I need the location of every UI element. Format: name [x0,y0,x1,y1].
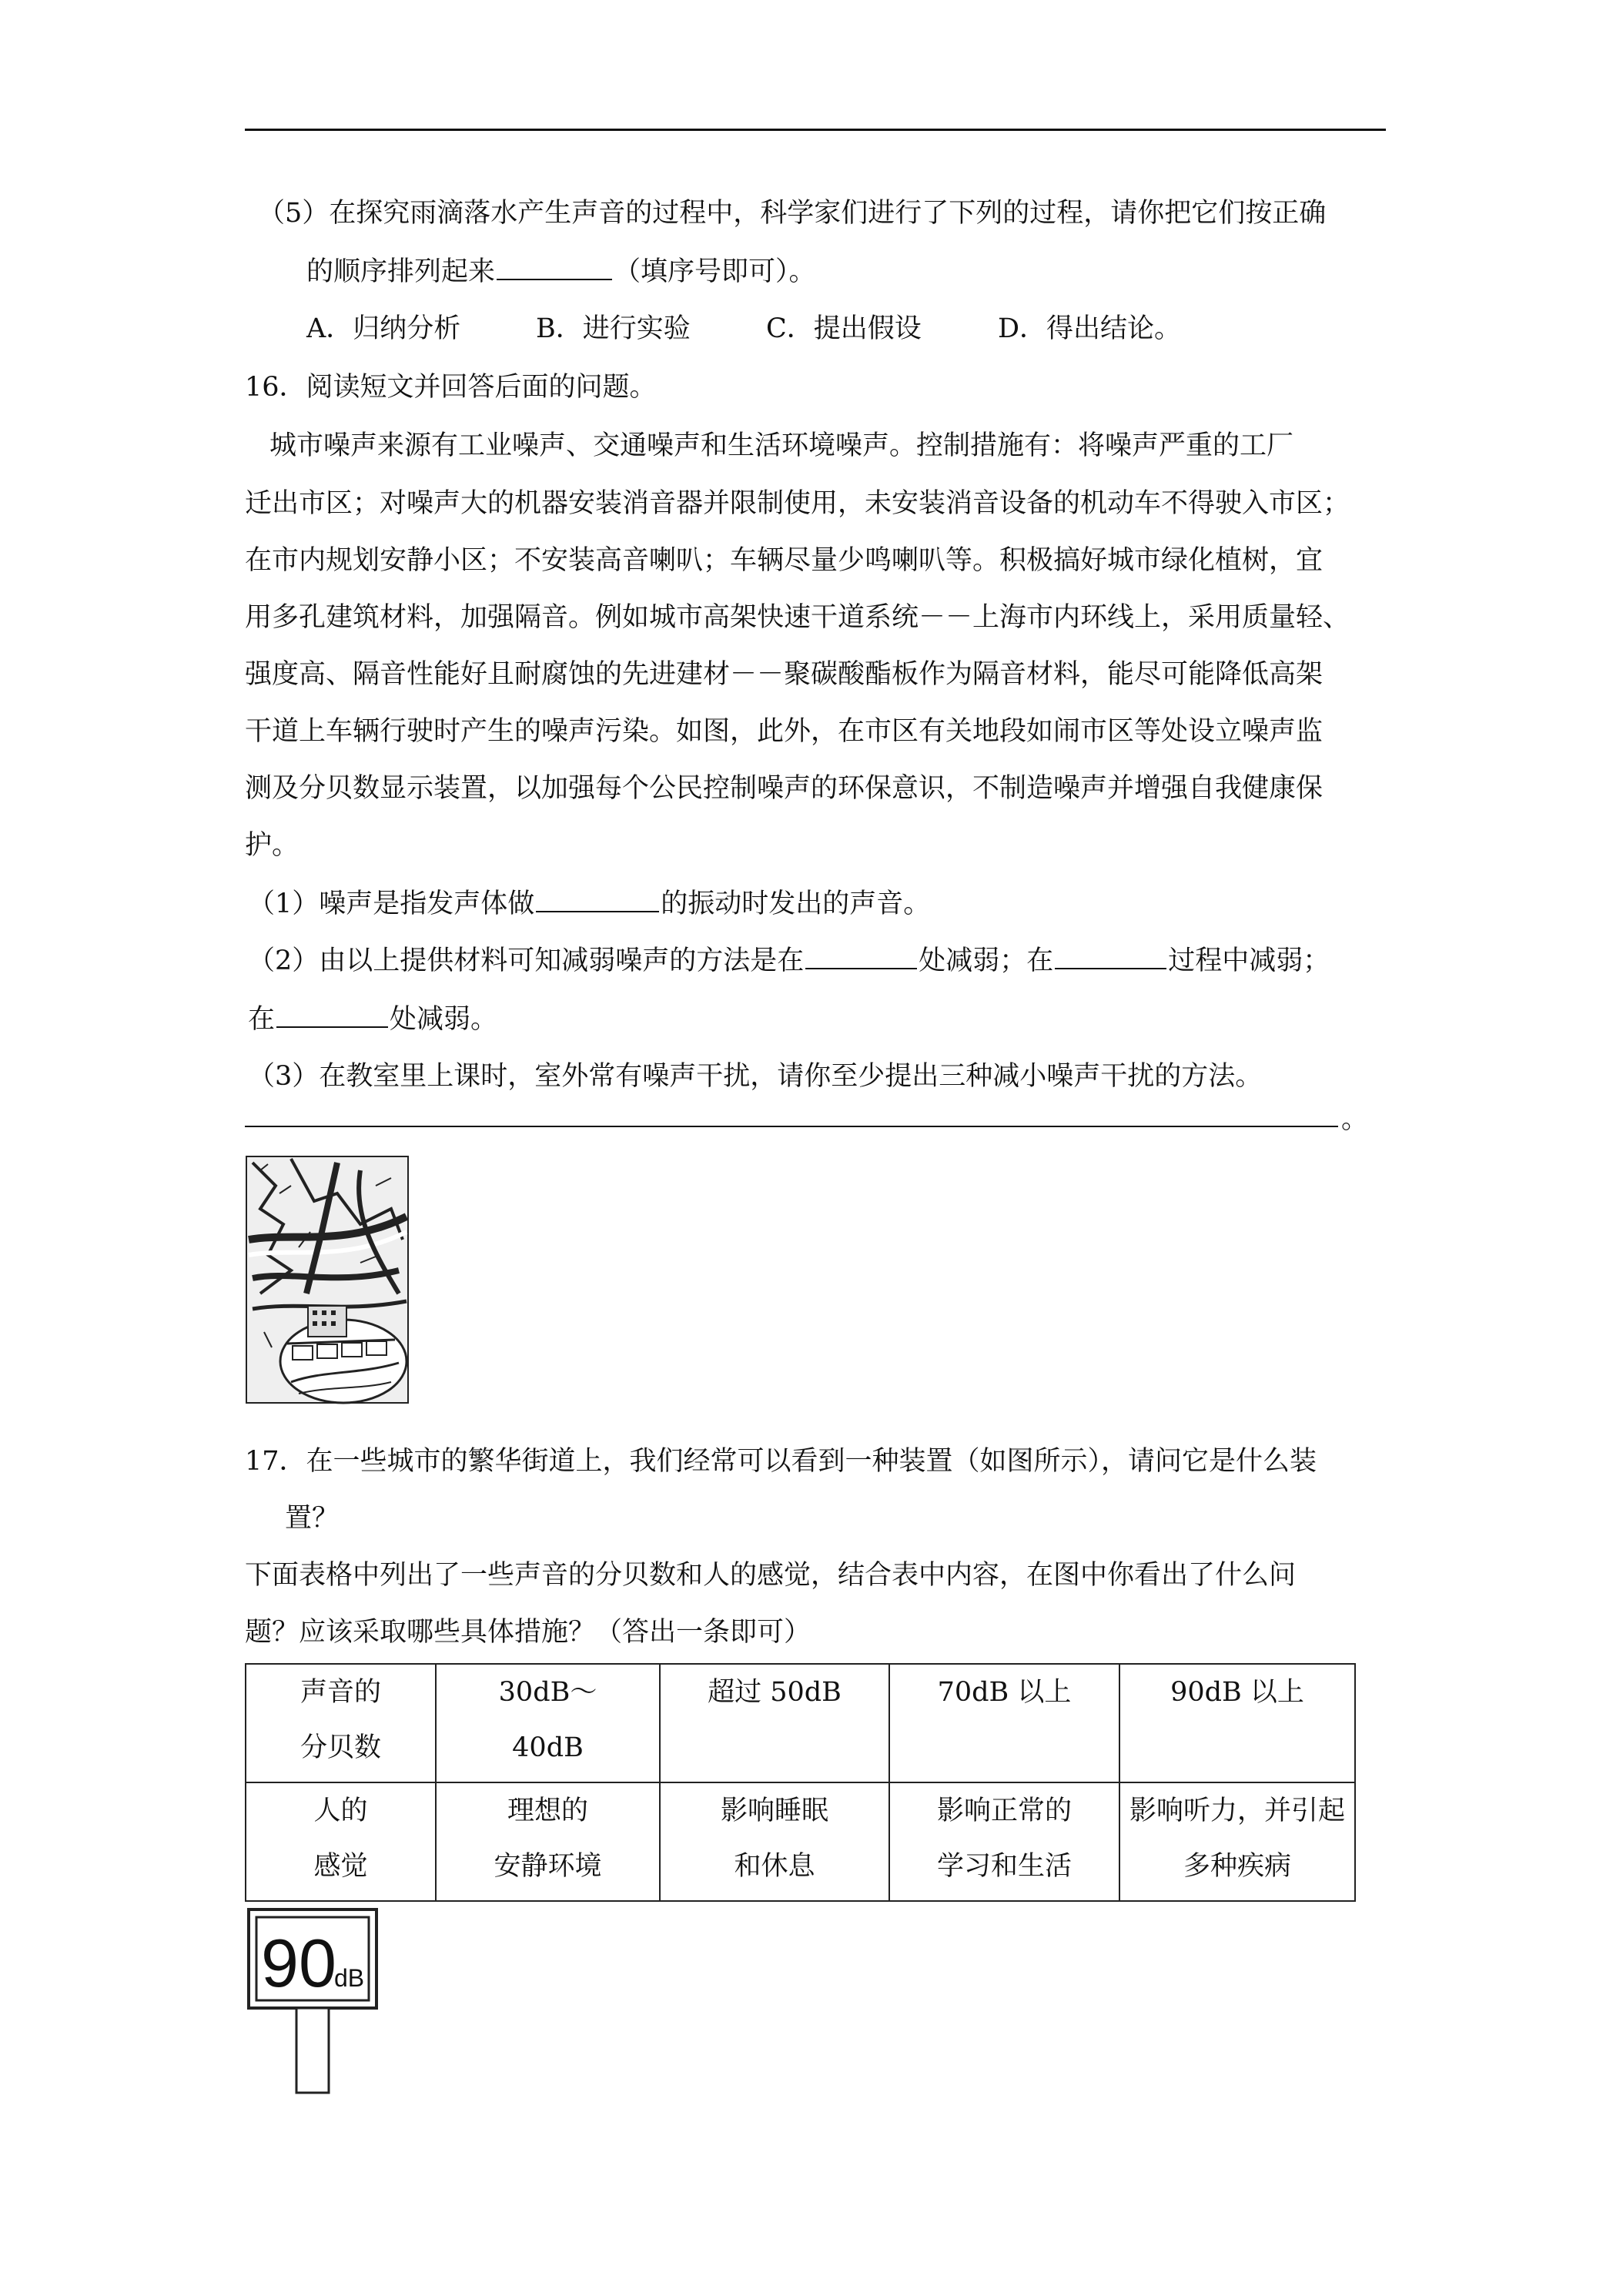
q17-line2: 置？ [285,1503,340,1534]
q16-passage-line: 干道上车辆行驶时产生的噪声污染。如图，此外，在市区有关地段如闹市区等处设立噪声监 [245,716,1323,747]
q15-5-text: 的顺序排列起来 [306,256,496,287]
q16-passage-line: 护。 [245,830,300,861]
q15-5-line2 [306,255,816,289]
answer-blank[interactable] [1055,945,1166,969]
sign-value: 90 [261,1925,336,2001]
table-cell: 90dB 以上 [1119,1664,1355,1782]
table-cell: 30dB～ 40dB [436,1664,660,1782]
q16-sub3: （3）在教室里上课时，室外常有噪声干扰，请你至少提出三种减小噪声干扰的方法。 [248,1061,1263,1092]
answer-line[interactable] [245,1126,1338,1127]
q16-sub2-cont [248,1002,497,1036]
table-cell: 影响睡眠 和休息 [660,1782,889,1901]
q16-sub1-text-end: 的振动时发出的声音。 [661,889,931,919]
q16-sub2-text: 处减弱；在 [919,946,1054,976]
q17-line3: 下面表格中列出了一些声音的分贝数和人的感觉，结合表中内容，在图中你看出了什么问 [245,1560,1297,1591]
q16-passage-line: 强度高、隔音性能好且耐腐蚀的先进建材－－聚碳酸酯板作为隔音材料，能尽可能降低高架 [245,659,1323,690]
answer-blank[interactable] [497,256,612,280]
table-row [246,1664,1355,1782]
decibel-sign [247,1908,378,2096]
table-cell: 人的 感觉 [246,1782,436,1901]
q15-5-hint: （填序号即可）。 [614,256,816,287]
q15-5-option-b: B．进行实验 [536,313,691,344]
q16-sub2-text: 在 [248,1004,276,1035]
q16-sub2-text: 处减弱。 [390,1004,498,1035]
answer-blank[interactable] [536,888,659,912]
table-cell: 影响听力，并引起 多种疾病 [1119,1782,1355,1901]
q16-sub1-text: （1）噪声是指发声体做 [248,889,535,919]
table-row [246,1782,1355,1901]
q15-5-option-a: A．归纳分析 [306,313,461,344]
q16-passage-line: 用多孔建筑材料，加强隔音。例如城市高架快速干道系统－－上海市内环线上，采用质量轻、 [245,602,1350,633]
sign-unit: dB [334,1964,365,1992]
q16-sub2-text: 过程中减弱； [1168,946,1330,976]
answer-blank[interactable] [276,1003,388,1028]
decibel-table [245,1663,1356,1902]
q16-passage-line: 迁出市区；对噪声大的机器安装消音器并限制使用，未安装消音设备的机动车不得驶入市区； [245,488,1350,519]
q17-line1: 17．在一些城市的繁华街道上，我们经常可以看到一种装置（如图所示），请问它是什么装 [245,1446,1317,1477]
answer-blank[interactable] [805,945,917,969]
q16-sub2-text: （2）由以上提供材料可知减弱噪声的方法是在 [248,946,805,976]
table-cell: 理想的 安静环境 [436,1782,660,1901]
table-cell: 声音的 分贝数 [246,1664,436,1782]
sign-post [296,2008,329,2093]
answer-line-end: 。 [1341,1104,1369,1135]
q16-sub1 [248,887,930,921]
q15-5-line1: （5）在探究雨滴落水产生声音的过程中，科学家们进行了下列的过程，请你把它们按正确 [258,198,1327,229]
q16-sub2 [248,944,1330,978]
header-rule [245,129,1386,131]
q16-title: 16．阅读短文并回答后面的问题。 [245,372,657,403]
table-cell: 超过 50dB [660,1664,889,1782]
q15-5-option-c: C．提出假设 [766,313,922,344]
q16-passage-line: 测及分贝数显示装置，以加强每个公民控制噪声的环保意识，不制造噪声并增强自我健康保 [245,773,1323,804]
q16-passage-line: 在市内规划安静小区；不安装高音喇叭；车辆尽量少鸣喇叭等。积极搞好城市绿化植树，宜 [245,545,1323,576]
q17-line4: 题？应该采取哪些具体措施？（答出一条即可） [245,1617,812,1648]
q16-passage-line: 城市噪声来源有工业噪声、交通噪声和生活环境噪声。控制措施有：将噪声严重的工厂 [269,430,1294,461]
table-cell: 70dB 以上 [889,1664,1119,1782]
elevated-road-illustration [245,1155,410,1404]
table-cell: 影响正常的 学习和生活 [889,1782,1119,1901]
q15-5-option-d: D．得出结论。 [998,313,1182,344]
